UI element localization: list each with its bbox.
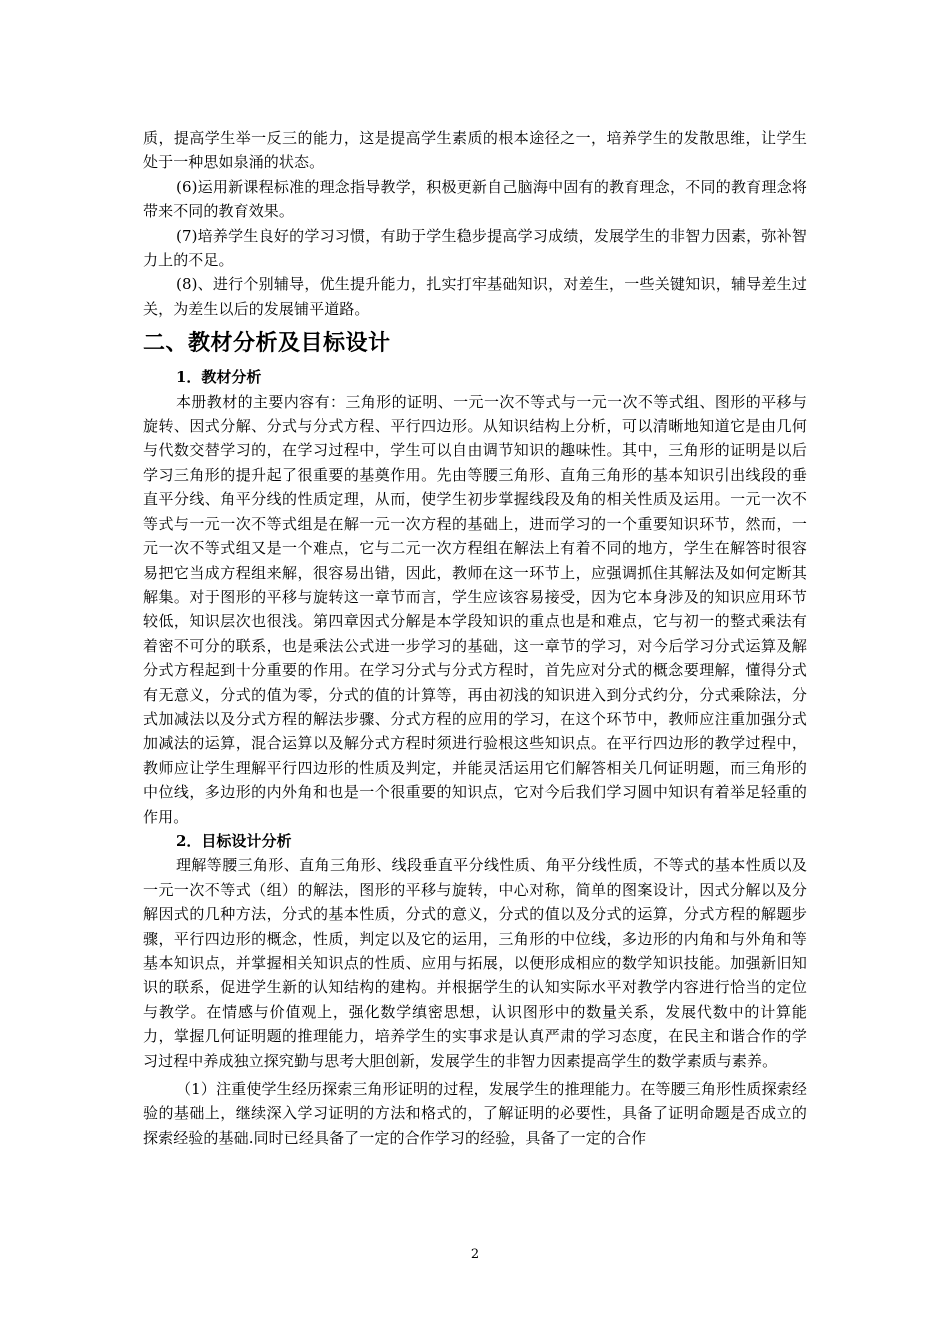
list-item-8: (8)、进行个别辅导，优生提升能力，扎实打牢基础知识，对差生，一些关键知识，辅导差生过关，为差生以后的发展铺平道路。 (143, 275, 807, 318)
section-heading: 二、教材分析及目标设计 (143, 331, 391, 357)
subsection-heading-textbook-analysis: 1．教材分析 (176, 368, 262, 387)
list-item-6: (6)运用新课程标准的理念指导教学，积极更新自己脑海中固有的教育理念，不同的教育理念将带来不同的教育效果。 (143, 177, 807, 221)
goal-design-paragraph: 理解等腰三角形、直角三角形、线段垂直平分线性质、角平分线性质，不等式的基本性质以及一元一次不等式（组）的解法，图形的平移与旋转，中心对称，简单的图案设计，因式分解以及分解因式的几种方法，分式的基本性质，分式的意义，分式的值以及分式的运算，分式方程的解题步骤，平行四边形的概念，性质，判定以及它的运用，三角形的中位线，多边形的内角和与外角和等基本知识点，并掌握相关知识点的性质、应用与拓展，以便形成相应的数学知识技能。加强新旧知识的联系，促进学生新的认知结构的建构。并根据学生的认知实际水平对教学内容进行恰当的定位与教学。在情感与价值观上，强化数学缜密思想，认识图形中的数量关系，发展代数中的计算能力，掌握几何证明题的推理能力，培养学生的实事求是认真严肃的学习态度，在民主和谐合作的学习过程中养成独立探究勤与思考大胆创新，发展学生的非智力因素提高学生的数学素质与素养。 (143, 856, 807, 1070)
page-number: 2 (470, 1247, 480, 1262)
list-item-7: (7)培养学生良好的学习习惯，有助于学生稳步提高学习成绩，发展学生的非智力因素，弥补智力上的不足。 (143, 226, 807, 270)
continuation-paragraph: 质，提高学生举一反三的能力，这是提高学生素质的根本途径之一，培养学生的发散思维，让学生处于一种思如泉涌的状态。 (143, 129, 807, 172)
textbook-analysis-paragraph: 本册教材的主要内容有：三角形的证明、一元一次不等式与一元一次不等式组、图形的平移与旋转、因式分解、分式与分式方程、平行四边形。从知识结构上分析，可以清晰地知道它是由几何与代数交替学习的，在学习过程中，学生可以自由调节知识的趣味性。其中，三角形的证明是以后学习三角形的提升起了很重要的基奠作用。先由等腰三角形、直角三角形的基本知识引出线段的垂直平分线、角平分线的性质定理，从而，使学生初步掌握线段及角的相关性质及运用。一元一次不等式与一元一次不等式组是在解一元一次方程的基础上，进而学习的一个重要知识环节，然而，一元一次不等式组又是一个难点，它与二元一次方程组在解法上有着不同的地方，学生在解答时很容易把它当成方程组来解，很容易出错，因此，教师在这一环节上，应强调抓住其解法及如何定断其解集。对于图形的平移与旋转这一章节而言，学生应该容易接受，因为它本身涉及的知识应用环节较低，知识层次也很浅。第四章因式分解是本学段知识的重点也是和难点，它与初一的整式乘法有着密不可分的联系，也是乘法公式进一步学习的基础，这一章节的学习，对今后学习分式运算及解分式方程起到十分重要的作用。在学习分式与分式方程时，首先应对分式的概念要理解，懂得分式有无意义，分式的值为零，分式的值的计算等，再由初浅的知识进入到分式约分，分式乘除法，分式加减法以及分式方程的解法步骤、分式方程的应用的学习，在这个环节中，教师应注重加强分式加减法的运算，混合运算以及解分式方程时须进行验根这些知识点。在平行四边形的教学过程中，教师应让学生理解平行四边形的性质及判定，并能灵活运用它们解答相关几何证明题，而三角形的中位线，多边形的内外角和也是一个很重要的知识点，它对今后我们学习圆中知识有着举足轻重的作用。 (143, 392, 807, 826)
list-item-1: （1）注重使学生经历探索三角形证明的过程，发展学生的推理能力。在等腰三角形性质探索经验的基础上，继续深入学习证明的方法和格式的，了解证明的必要性，具备了证明命题是否成立的探索经验的基础.同时已经具备了一定的合作学习的经验，具备了一定的合作 (143, 1080, 807, 1147)
page-body (143, 126, 807, 1150)
subsection-heading-goal-design: 2．目标设计分析 (176, 831, 292, 850)
